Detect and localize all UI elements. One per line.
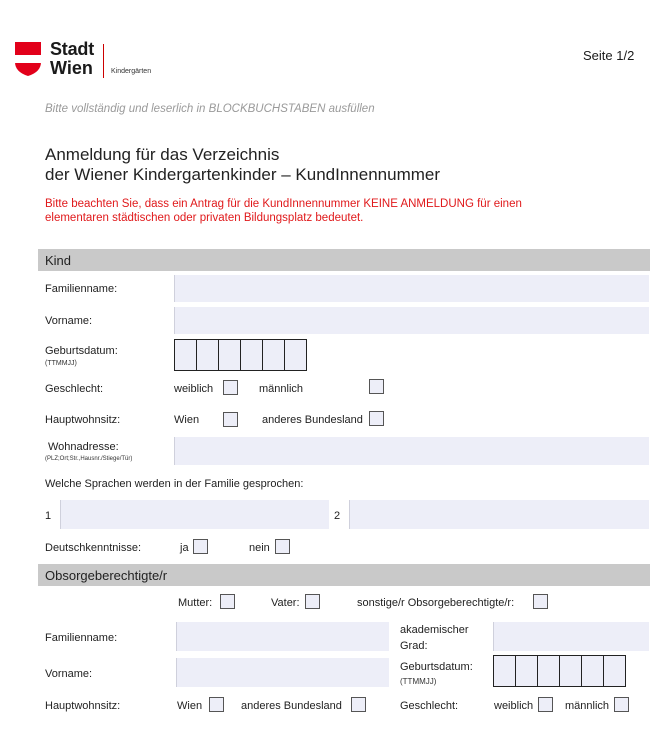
label-child-residence-vienna: Wien bbox=[174, 414, 200, 426]
label-guardian-academic-title-2: Grad: bbox=[400, 640, 428, 652]
label-guardian-residence-other: anderes Bundesland bbox=[241, 700, 342, 712]
form-title-line2: der Wiener Kindergartenkinder – KundInnennummer bbox=[45, 165, 441, 184]
child-lastname-field[interactable] bbox=[174, 275, 649, 302]
guardian-female-checkbox[interactable] bbox=[538, 697, 553, 712]
label-guardian-mother: Mutter: bbox=[178, 597, 213, 609]
section-header-guardian bbox=[38, 564, 650, 586]
birthdate-digit-box[interactable] bbox=[537, 655, 560, 687]
form-title-line1: Anmeldung für das Verzeichnis bbox=[45, 145, 280, 164]
guardian-birthdate-digit-grid[interactable] bbox=[493, 655, 626, 687]
label-guardian-other: sonstige/r Obsorgeberechtigte/r: bbox=[357, 597, 515, 609]
birthdate-digit-box[interactable] bbox=[581, 655, 604, 687]
guardian-academic-title-field[interactable] bbox=[493, 622, 649, 651]
notice-line1: Bitte beachten Sie, dass ein Antrag für die KundInnennummer KEINE ANMELDUNG für einen bbox=[45, 198, 522, 210]
birthdate-digit-box[interactable] bbox=[515, 655, 538, 687]
guardian-father-checkbox[interactable] bbox=[305, 594, 320, 609]
label-german-no: nein bbox=[249, 542, 270, 554]
child-birthdate-format-hint: (TTMMJJ) bbox=[45, 360, 77, 367]
child-residence-vienna-checkbox[interactable] bbox=[223, 412, 238, 427]
guardian-residence-vienna-checkbox[interactable] bbox=[209, 697, 224, 712]
label-guardian-academic-title-1: akademischer bbox=[400, 624, 469, 636]
language-2-field[interactable] bbox=[349, 500, 649, 529]
label-guardian-firstname: Vorname: bbox=[45, 668, 93, 680]
guardian-male-checkbox[interactable] bbox=[614, 697, 629, 712]
birthdate-digit-box[interactable] bbox=[559, 655, 582, 687]
label-guardian-birthdate: Geburtsdatum: bbox=[400, 661, 473, 673]
guardian-other-checkbox[interactable] bbox=[533, 594, 548, 609]
logo-subtitle: Kindergärten bbox=[111, 68, 152, 75]
label-german-skills: Deutschkenntnisse: bbox=[45, 542, 141, 554]
child-male-checkbox[interactable] bbox=[369, 379, 384, 394]
label-language-2: 2 bbox=[334, 510, 341, 522]
label-child-lastname: Familienname: bbox=[45, 283, 118, 295]
section-title-kind: Kind bbox=[45, 253, 72, 268]
logo-text-wien: Wien bbox=[50, 58, 93, 78]
birthdate-digit-box[interactable] bbox=[240, 339, 263, 371]
label-guardian-gender: Geschlecht: bbox=[400, 700, 459, 712]
label-language-1: 1 bbox=[45, 510, 52, 522]
label-guardian-female: weiblich bbox=[494, 700, 534, 712]
label-guardian-male: männlich bbox=[565, 700, 610, 712]
label-german-yes: ja bbox=[180, 542, 189, 554]
label-guardian-lastname: Familienname: bbox=[45, 632, 118, 644]
label-guardian-residence-vienna: Wien bbox=[177, 700, 203, 712]
label-guardian-father: Vater: bbox=[271, 597, 300, 609]
birthdate-digit-box[interactable] bbox=[603, 655, 626, 687]
label-child-gender: Geschlecht: bbox=[45, 383, 104, 395]
notice-line2: elementaren städtischen oder privaten Bildungsplatz bedeutet. bbox=[45, 212, 364, 224]
label-child-birthdate: Geburtsdatum: bbox=[45, 345, 118, 357]
label-guardian-residence: Hauptwohnsitz: bbox=[45, 700, 121, 712]
label-child-male: männlich bbox=[259, 383, 304, 395]
label-child-address: Wohnadresse: bbox=[48, 441, 119, 453]
birthdate-digit-box[interactable] bbox=[196, 339, 219, 371]
guardian-lastname-field[interactable] bbox=[176, 622, 389, 651]
label-child-firstname: Vorname: bbox=[45, 315, 93, 327]
child-residence-other-checkbox[interactable] bbox=[369, 411, 384, 426]
guardian-birthdate-format-hint: (TTMMJJ) bbox=[400, 677, 437, 686]
label-languages-question: Welche Sprachen werden in der Familie gesprochen: bbox=[45, 478, 304, 490]
child-firstname-field[interactable] bbox=[174, 307, 649, 334]
child-address-field[interactable] bbox=[174, 437, 649, 465]
german-no-checkbox[interactable] bbox=[275, 539, 290, 554]
language-1-field[interactable] bbox=[60, 500, 329, 529]
label-child-female: weiblich bbox=[174, 383, 214, 395]
section-header-kind bbox=[38, 249, 650, 271]
guardian-firstname-field[interactable] bbox=[176, 658, 389, 687]
birthdate-digit-box[interactable] bbox=[218, 339, 241, 371]
label-child-residence-other: anderes Bundesland bbox=[262, 414, 363, 426]
birthdate-digit-box[interactable] bbox=[174, 339, 197, 371]
child-address-format-hint: (PLZ;Ort;Str.,Hausnr./Stiege/Tür) bbox=[45, 456, 133, 462]
page-number: Seite 1/2 bbox=[583, 48, 635, 63]
german-yes-checkbox[interactable] bbox=[193, 539, 208, 554]
guardian-residence-other-checkbox[interactable] bbox=[351, 697, 366, 712]
logo-text-stadt: Stadt bbox=[50, 39, 95, 59]
label-child-residence: Hauptwohnsitz: bbox=[45, 414, 121, 426]
child-female-checkbox[interactable] bbox=[223, 380, 238, 395]
vienna-shield-logo bbox=[15, 42, 41, 76]
birthdate-digit-box[interactable] bbox=[493, 655, 516, 687]
birthdate-digit-box[interactable] bbox=[262, 339, 285, 371]
guardian-mother-checkbox[interactable] bbox=[220, 594, 235, 609]
child-birthdate-digit-grid[interactable] bbox=[174, 339, 307, 371]
fill-instructions: Bitte vollständig und leserlich in BLOCKBUCHSTABEN ausfüllen bbox=[45, 103, 375, 115]
logo-divider bbox=[103, 44, 104, 78]
birthdate-digit-box[interactable] bbox=[284, 339, 307, 371]
section-title-guardian: Obsorgeberechtigte/r bbox=[45, 568, 168, 583]
